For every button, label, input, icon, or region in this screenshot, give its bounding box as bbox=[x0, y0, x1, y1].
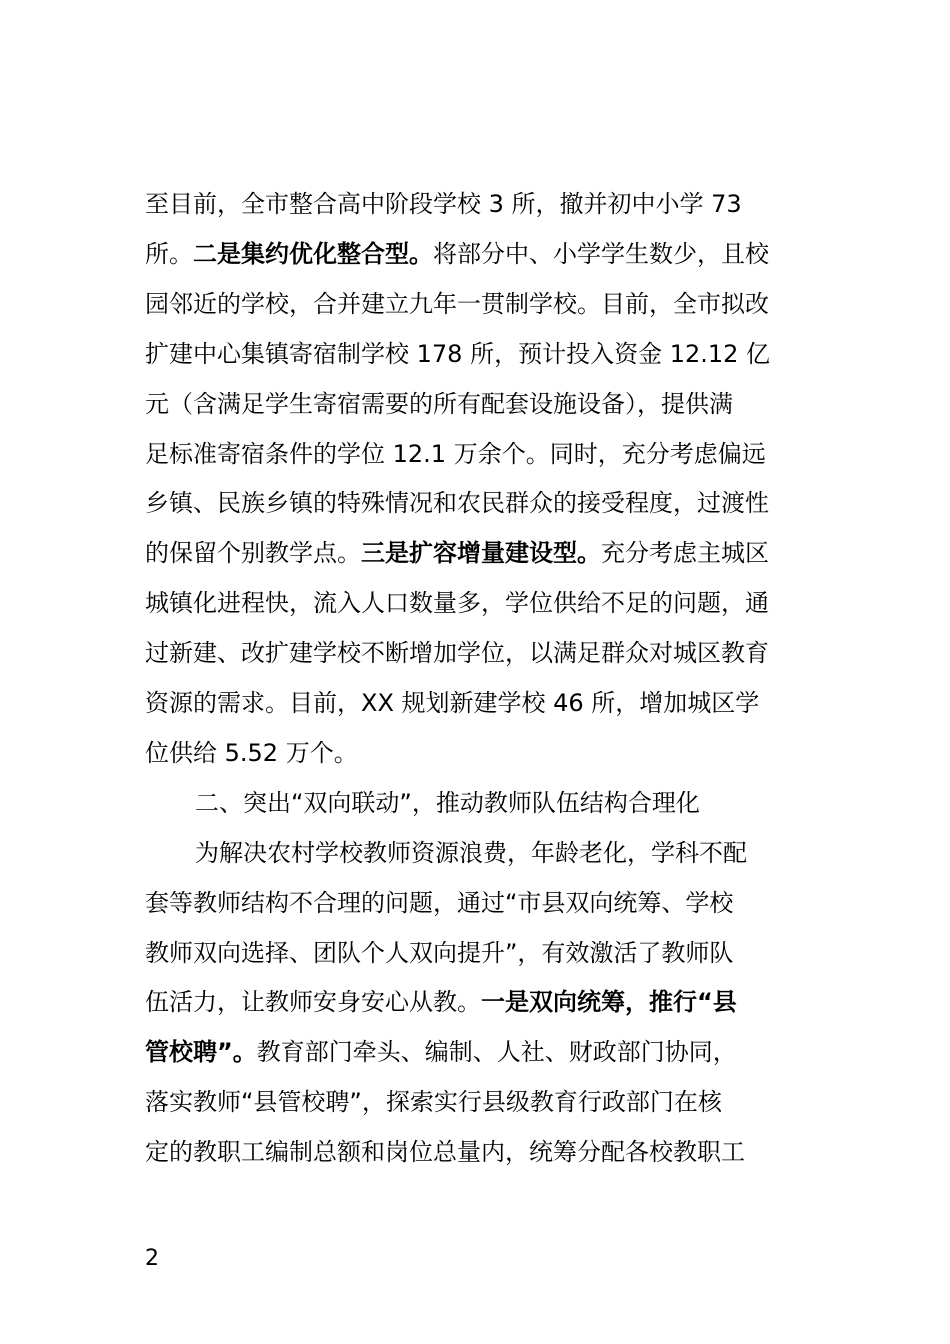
bold-text-run: 管校聘”。 bbox=[145, 1038, 257, 1066]
text-run: 定的教职工编制总额和岗位总量内，统筹分配各校教职工 bbox=[145, 1138, 745, 1166]
text-line bbox=[145, 933, 810, 973]
text-run: 至目前，全市整合高中阶段学校 3 所，撤并初中小学 73 bbox=[145, 190, 742, 218]
text-run: 城镇化进程快，流入人口数量多，学位供给不足的问题，通 bbox=[145, 589, 769, 617]
text-run: 为解决农村学校教师资源浪费，年龄老化，学科不配 bbox=[195, 839, 747, 867]
text-line bbox=[195, 783, 810, 823]
text-line bbox=[145, 533, 810, 573]
text-run: 元（含满足学生寄宿需要的所有配套设施设备），提供满 bbox=[145, 390, 733, 418]
text-line bbox=[145, 733, 810, 773]
text-line bbox=[145, 384, 810, 424]
text-line bbox=[145, 683, 810, 723]
text-line bbox=[145, 334, 810, 374]
text-line bbox=[145, 483, 810, 523]
text-line bbox=[145, 583, 810, 623]
text-run: 扩建中心集镇寄宿制学校 178 所，预计投入资金 12.12 亿 bbox=[145, 340, 771, 368]
text-line bbox=[145, 1082, 810, 1122]
text-run: 二、突出“双向联动”，推动教师队伍结构合理化 bbox=[195, 789, 700, 817]
text-line bbox=[145, 284, 810, 324]
text-run: 落实教师“县管校聘”，探索实行县级教育行政部门在核 bbox=[145, 1088, 722, 1116]
text-line bbox=[145, 234, 810, 274]
text-run: 足标准寄宿条件的学位 12.1 万余个。同时，充分考虑偏远 bbox=[145, 440, 766, 468]
text-run: 教师双向选择、团队个人双向提升”，有效激活了教师队 bbox=[145, 939, 734, 967]
text-run: 资源的需求。目前，XX 规划新建学校 46 所，增加城区学 bbox=[145, 689, 760, 717]
bold-text-run: 三是扩容增量建设型。 bbox=[361, 539, 601, 567]
text-run: 乡镇、民族乡镇的特殊情况和农民群众的接受程度，过渡性 bbox=[145, 489, 769, 517]
text-run: 将部分中、小学学生数少，且校 bbox=[433, 240, 769, 268]
text-line bbox=[145, 1032, 810, 1072]
page-number: 2 bbox=[145, 1246, 159, 1271]
text-run: 位供给 5.52 万个。 bbox=[145, 739, 358, 767]
text-line bbox=[145, 434, 810, 474]
text-run: 套等教师结构不合理的问题，通过“市县双向统筹、学校 bbox=[145, 889, 734, 917]
text-run: 过新建、改扩建学校不断增加学位，以满足群众对城区教育 bbox=[145, 639, 769, 667]
text-run: 所。 bbox=[145, 240, 193, 268]
bold-text-run: 二是集约优化整合型。 bbox=[193, 240, 433, 268]
bold-text-run: 一是双向统筹，推行“县 bbox=[481, 988, 737, 1016]
text-line bbox=[145, 184, 810, 224]
text-run: 充分考虑主城区 bbox=[601, 539, 769, 567]
text-line bbox=[195, 833, 810, 873]
text-run: 的保留个别教学点。 bbox=[145, 539, 361, 567]
text-line bbox=[145, 883, 810, 923]
text-line bbox=[145, 1132, 810, 1172]
text-run: 伍活力，让教师安身安心从教。 bbox=[145, 988, 481, 1016]
text-line bbox=[145, 982, 810, 1022]
text-run: 园邻近的学校，合并建立九年一贯制学校。目前，全市拟改 bbox=[145, 290, 769, 318]
text-line bbox=[145, 633, 810, 673]
text-run: 教育部门牵头、编制、人社、财政部门协同， bbox=[256, 1038, 737, 1066]
